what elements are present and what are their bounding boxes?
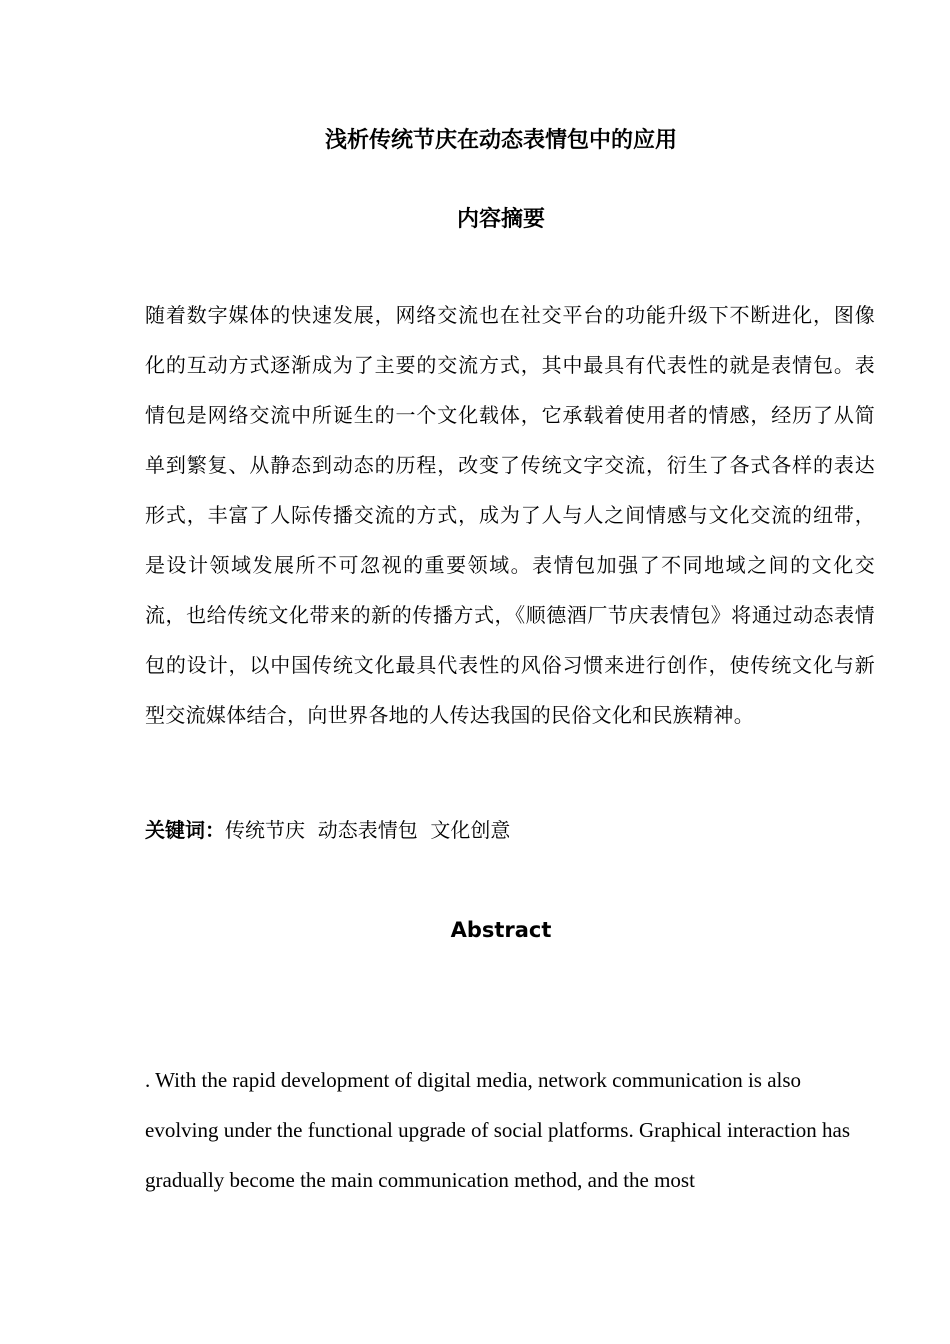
abstract-en-body: . With the rapid development of digital media, network communication is also evolving under the functional upgrade of social platforms. Graphical interaction has gradually become the main communication method, and the most xyxy=(145,1068,851,1192)
abstract-cn-body: 随着数字媒体的快速发展，网络交流也在社交平台的功能升级下不断进化，图像化的互动方式逐渐成为了主要的交流方式，其中最具有代表性的就是表情包。表情包是网络交流中所诞生的一个文化载体，它承载着使用者的情感，经历了从简单到繁复、从静态到动态的历程，改变了传统文字交流，衍生了各式各样的表达形式，丰富了人际传播交流的方式，成为了人与人之间情感与文化交流的纽带，是设计领域发展所不可忽视的重要领域。表情包加强了不同地域之间的文化交流，也给传统文化带来的新的传播方式，《顺德酒厂节庆表情包》将通过动态表情包的设计，以中国传统文化最具代表性的风俗习惯来进行创作，使传统文化与新型交流媒体结合，向世界各地的人传达我国的民俗文化和民族精神。 xyxy=(145,303,875,727)
abstract-cn-heading: 内容摘要 xyxy=(456,207,545,232)
keywords-line xyxy=(145,815,510,846)
keywords-label: 关键词： xyxy=(145,818,225,842)
document-title: 浅析传统节庆在动态表情包中的应用 xyxy=(324,128,677,153)
keywords-values: 传统节庆 动态表情包 文化创意 xyxy=(225,818,511,842)
abstract-en-heading: Abstract xyxy=(450,918,552,942)
